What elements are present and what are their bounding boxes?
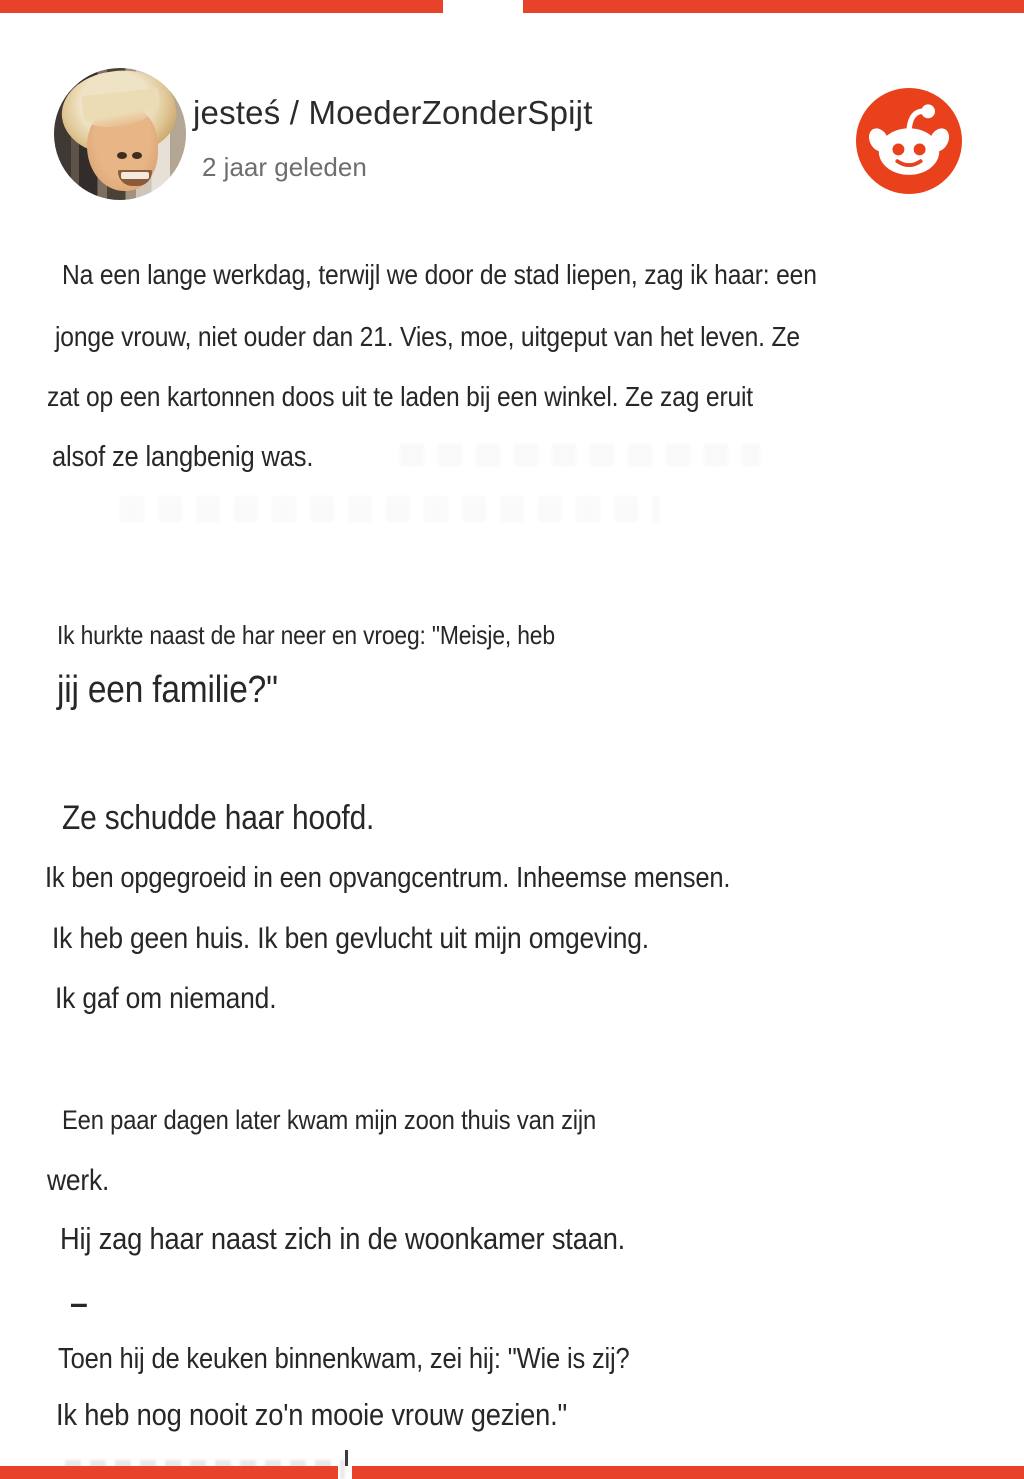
- story-line: Ze schudde haar hoofd.: [62, 799, 375, 837]
- faded-text-ghost: [120, 496, 660, 522]
- story-line: Hij zag haar naast zich in de woonkamer staan.: [60, 1221, 626, 1256]
- story-line: zat op een kartonnen doos uit te laden bij een winkel. Ze zag eruit: [47, 381, 753, 412]
- reddit-logo-icon[interactable]: [856, 88, 962, 194]
- playhead-tick[interactable]: [345, 1450, 348, 1466]
- story-line: Ik hurkte naast de har neer en vroeg: "Meisje, heb: [57, 620, 555, 650]
- story-line: Toen hij de keuken binnenkwam, zei hij: "Wie is zij?: [58, 1343, 630, 1375]
- progress-segment: [0, 1466, 338, 1479]
- story-line: Ik gaf om niemand.: [55, 982, 277, 1015]
- timestamp: 2 jaar geleden: [202, 152, 367, 182]
- avatar-eye: [132, 152, 142, 159]
- progress-segment: [523, 0, 1024, 13]
- story-line: –: [70, 1285, 88, 1321]
- story-line: Een paar dagen later kwam mijn zoon thuis van zijn: [62, 1105, 597, 1135]
- story-line: Na een lange werkdag, terwijl we door de stad liepen, zag ik haar: een: [62, 259, 817, 290]
- story-line: jij een familie?": [57, 669, 278, 711]
- faded-text-ghost: [400, 444, 760, 466]
- avatar-smile: [118, 170, 152, 186]
- story-line: Ik ben opgegroeid in een opvangcentrum. Inheemse mensen.: [45, 862, 731, 894]
- story-line: alsof ze langbenig was.: [52, 441, 314, 473]
- progress-segment: [352, 1466, 1024, 1479]
- progress-segment: [0, 0, 443, 13]
- story-line: werk.: [47, 1164, 110, 1197]
- story-line: jonge vrouw, niet ouder dan 21. Vies, moe, uitgeput van het leven. Ze: [55, 321, 800, 352]
- avatar-eye: [117, 152, 127, 159]
- story-line: Ik heb geen huis. Ik ben gevlucht uit mijn omgeving.: [52, 922, 649, 955]
- story-line: Ik heb nog nooit zo'n mooie vrouw gezien.": [56, 1397, 567, 1432]
- post-meta: [193, 94, 593, 183]
- username[interactable]: jesteś / MoederZonderSpijt: [193, 94, 593, 131]
- avatar[interactable]: [54, 68, 186, 200]
